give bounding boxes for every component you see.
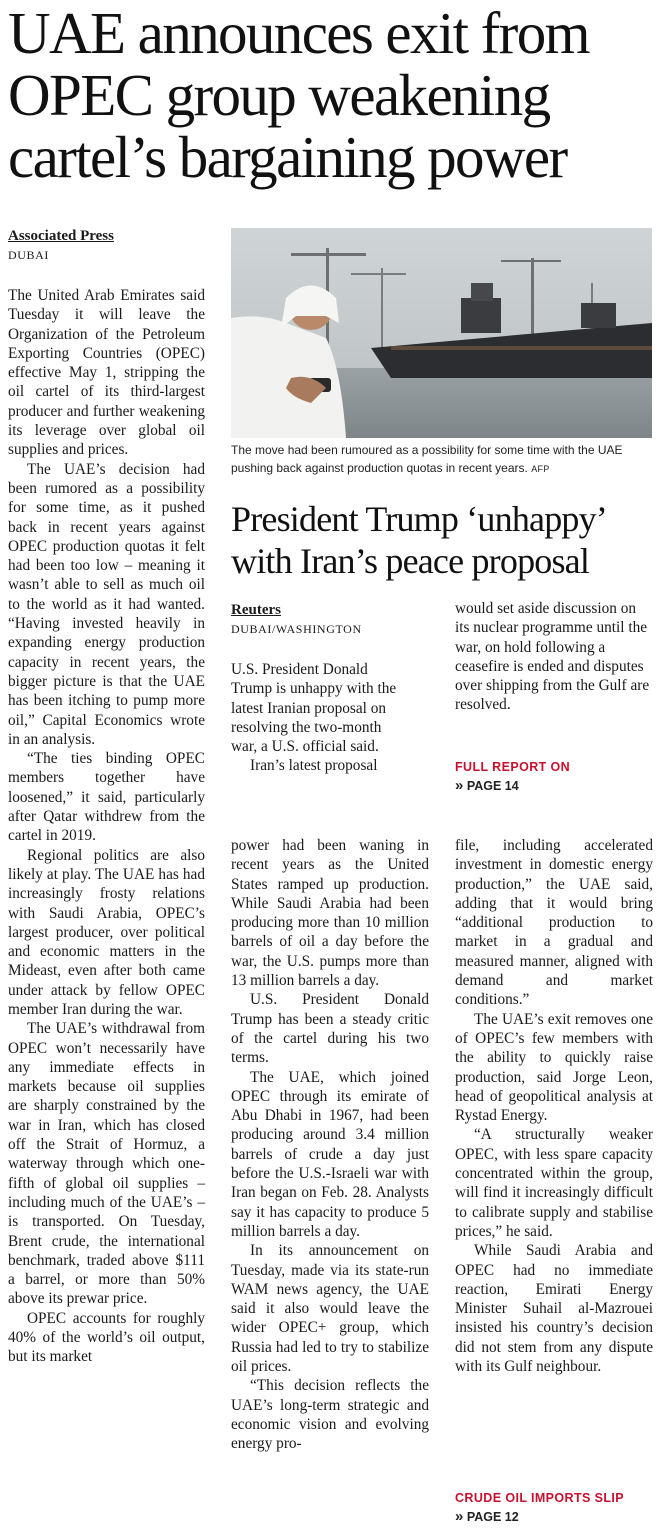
more-kicker[interactable]: FULL REPORT ON — [455, 760, 571, 774]
paragraph: The United Arab Emirates said Tuesday it will leave the Organization of the Petroleum Exporting Countries (OPEC) effective May 1, stripping the oil cartel of its third-largest producer and further weakening its leverage over global oil supplies and prices. — [8, 287, 205, 459]
main-byline — [8, 227, 114, 263]
second-agency[interactable]: Reuters — [231, 602, 281, 618]
second-dateline: DUBAI/WASHINGTON — [231, 622, 362, 636]
paragraph: “A structurally weaker OPEC, with less spare capacity concentrated within the group, will find it increasingly difficult to calibrate supply and stabilise prices,” he said. — [455, 1126, 653, 1240]
photo-illustration — [231, 228, 652, 438]
paragraph: “The ties binding OPEC members together have loosened,” it said, particularly after Qatar withdrew from the cartel in 2019. — [8, 750, 205, 845]
paragraph: power had been waning in recent years as the United States ramped up production. While Saudi Arabia had been producing more than 10 million barrels of oil a day before the war, the U.S. pumps more than 13 million barrels a day. — [231, 837, 429, 990]
caption-text: The move had been rumoured as a possibility for some time with the UAE pushing back against production quotas in recent years. — [231, 443, 623, 475]
paragraph: would set aside discussion on its nuclear programme until the war, on hold following a ceasefire is ended and disputes over shipping from the Gulf are resolved. — [455, 600, 650, 714]
more-page-line[interactable] — [455, 1508, 624, 1526]
paragraph: U.S. President Donald Trump is unhappy with the latest Iranian proposal on resolving the two-month war, a U.S. official said. — [231, 661, 397, 756]
more-page: PAGE 14 — [466, 779, 519, 793]
paragraph: OPEC accounts for roughly 40% of the world’s oil output, but its market — [8, 1309, 205, 1366]
paragraph: file, including accelerated investment in domestic energy production,” the UAE said, adding that it would bring “additional production to market in a gradual and measured manner, aligned with demand and market conditions.” — [455, 837, 653, 1009]
double-chevron-right-icon: » — [455, 1508, 464, 1525]
paragraph: Iran’s latest proposal — [250, 757, 378, 775]
photo-credit: AFP — [531, 464, 550, 474]
main-column-2 — [231, 836, 429, 1454]
main-agency[interactable]: Associated Press — [8, 228, 114, 244]
main-dateline: DUBAI — [8, 248, 49, 262]
double-chevron-right-icon: » — [455, 777, 464, 794]
second-headline: President Trump ‘unhappy’ with Iran’s peace proposal — [231, 499, 605, 581]
paragraph: The UAE, which joined OPEC through its emirate of Abu Dhabi in 1967, had been producing around 3.4 million barrels of crude a day just before the U.S.-Israeli war with Iran began on Feb. 28. Analysts say it has capacity to produce 5 million barrels a day. — [231, 1068, 429, 1240]
main-column-3 — [455, 836, 653, 1376]
paragraph: In its announcement on Tuesday, made via its state-run WAM news agency, the UAE said it also would leave the wider OPEC+ group, which Russia had led to try to stabilize oil prices. — [231, 1242, 429, 1376]
second-column-2 — [455, 599, 653, 715]
main-headline: UAE announces exit from OPEC group weakening cartel’s bargaining power — [8, 0, 589, 190]
second-byline — [231, 601, 362, 637]
paragraph: While Saudi Arabia and OPEC had no immediate reaction, Emirati Energy Minister Suhail al-Mazrouei insisted his country’s decision did not stem from any dispute with its Gulf neighbour. — [455, 1242, 653, 1376]
main-column-1 — [8, 286, 205, 1367]
paragraph: “This decision reflects the UAE’s long-term strategic and economic vision and evolving energy pro- — [231, 1377, 429, 1453]
paragraph: The UAE’s withdrawal from OPEC won’t necessarily have any immediate effects in markets because oil supplies are sharply constrained by the war in Iran, which has closed off the Strait of Hormuz, a waterway through which one-fifth of global oil supplies – including much of the UAE’s – is transported. On Tuesday, Brent crude, the international benchmark, traded above $111 a barrel, or more than 50% above its prewar price. — [8, 1020, 205, 1308]
paragraph: Regional politics are also likely at play. The UAE has had increasingly frosty relations with Saudi Arabia, OPEC’s largest producer, over political and economic matters in the Mideast, even after both came under attack by fellow OPEC member Iran during the war. — [8, 846, 205, 1018]
second-story-more[interactable] — [455, 759, 570, 795]
paragraph: The UAE’s exit removes one of OPEC’s few members with the ability to quickly raise production, said Jorge Leon, head of geopolitical analysis at Rystad Energy. — [455, 1010, 653, 1125]
more-kicker[interactable]: CRUDE OIL IMPORTS SLIP — [455, 1491, 624, 1505]
paragraph: The UAE’s decision had been rumored as a possibility for some time, as it pushed back in recent years against OPEC production quotas it felt had been too low – meaning it wasn’t able to sell as much oil to the world as it had wanted. “Having invested heavily in expanding energy production capacity in recent years, the bigger picture is that the UAE has been itching to pump more oil,” Capital Economics wrote in an analysis. — [8, 460, 205, 748]
main-story-more[interactable] — [455, 1490, 624, 1526]
second-column-1 — [231, 660, 408, 776]
more-page-line[interactable] — [455, 777, 570, 795]
news-photo[interactable] — [231, 228, 652, 438]
paragraph: U.S. President Donald Trump has been a steady critic of the cartel during his two terms. — [231, 991, 429, 1067]
more-page: PAGE 12 — [466, 1510, 519, 1524]
photo-caption — [231, 441, 656, 478]
